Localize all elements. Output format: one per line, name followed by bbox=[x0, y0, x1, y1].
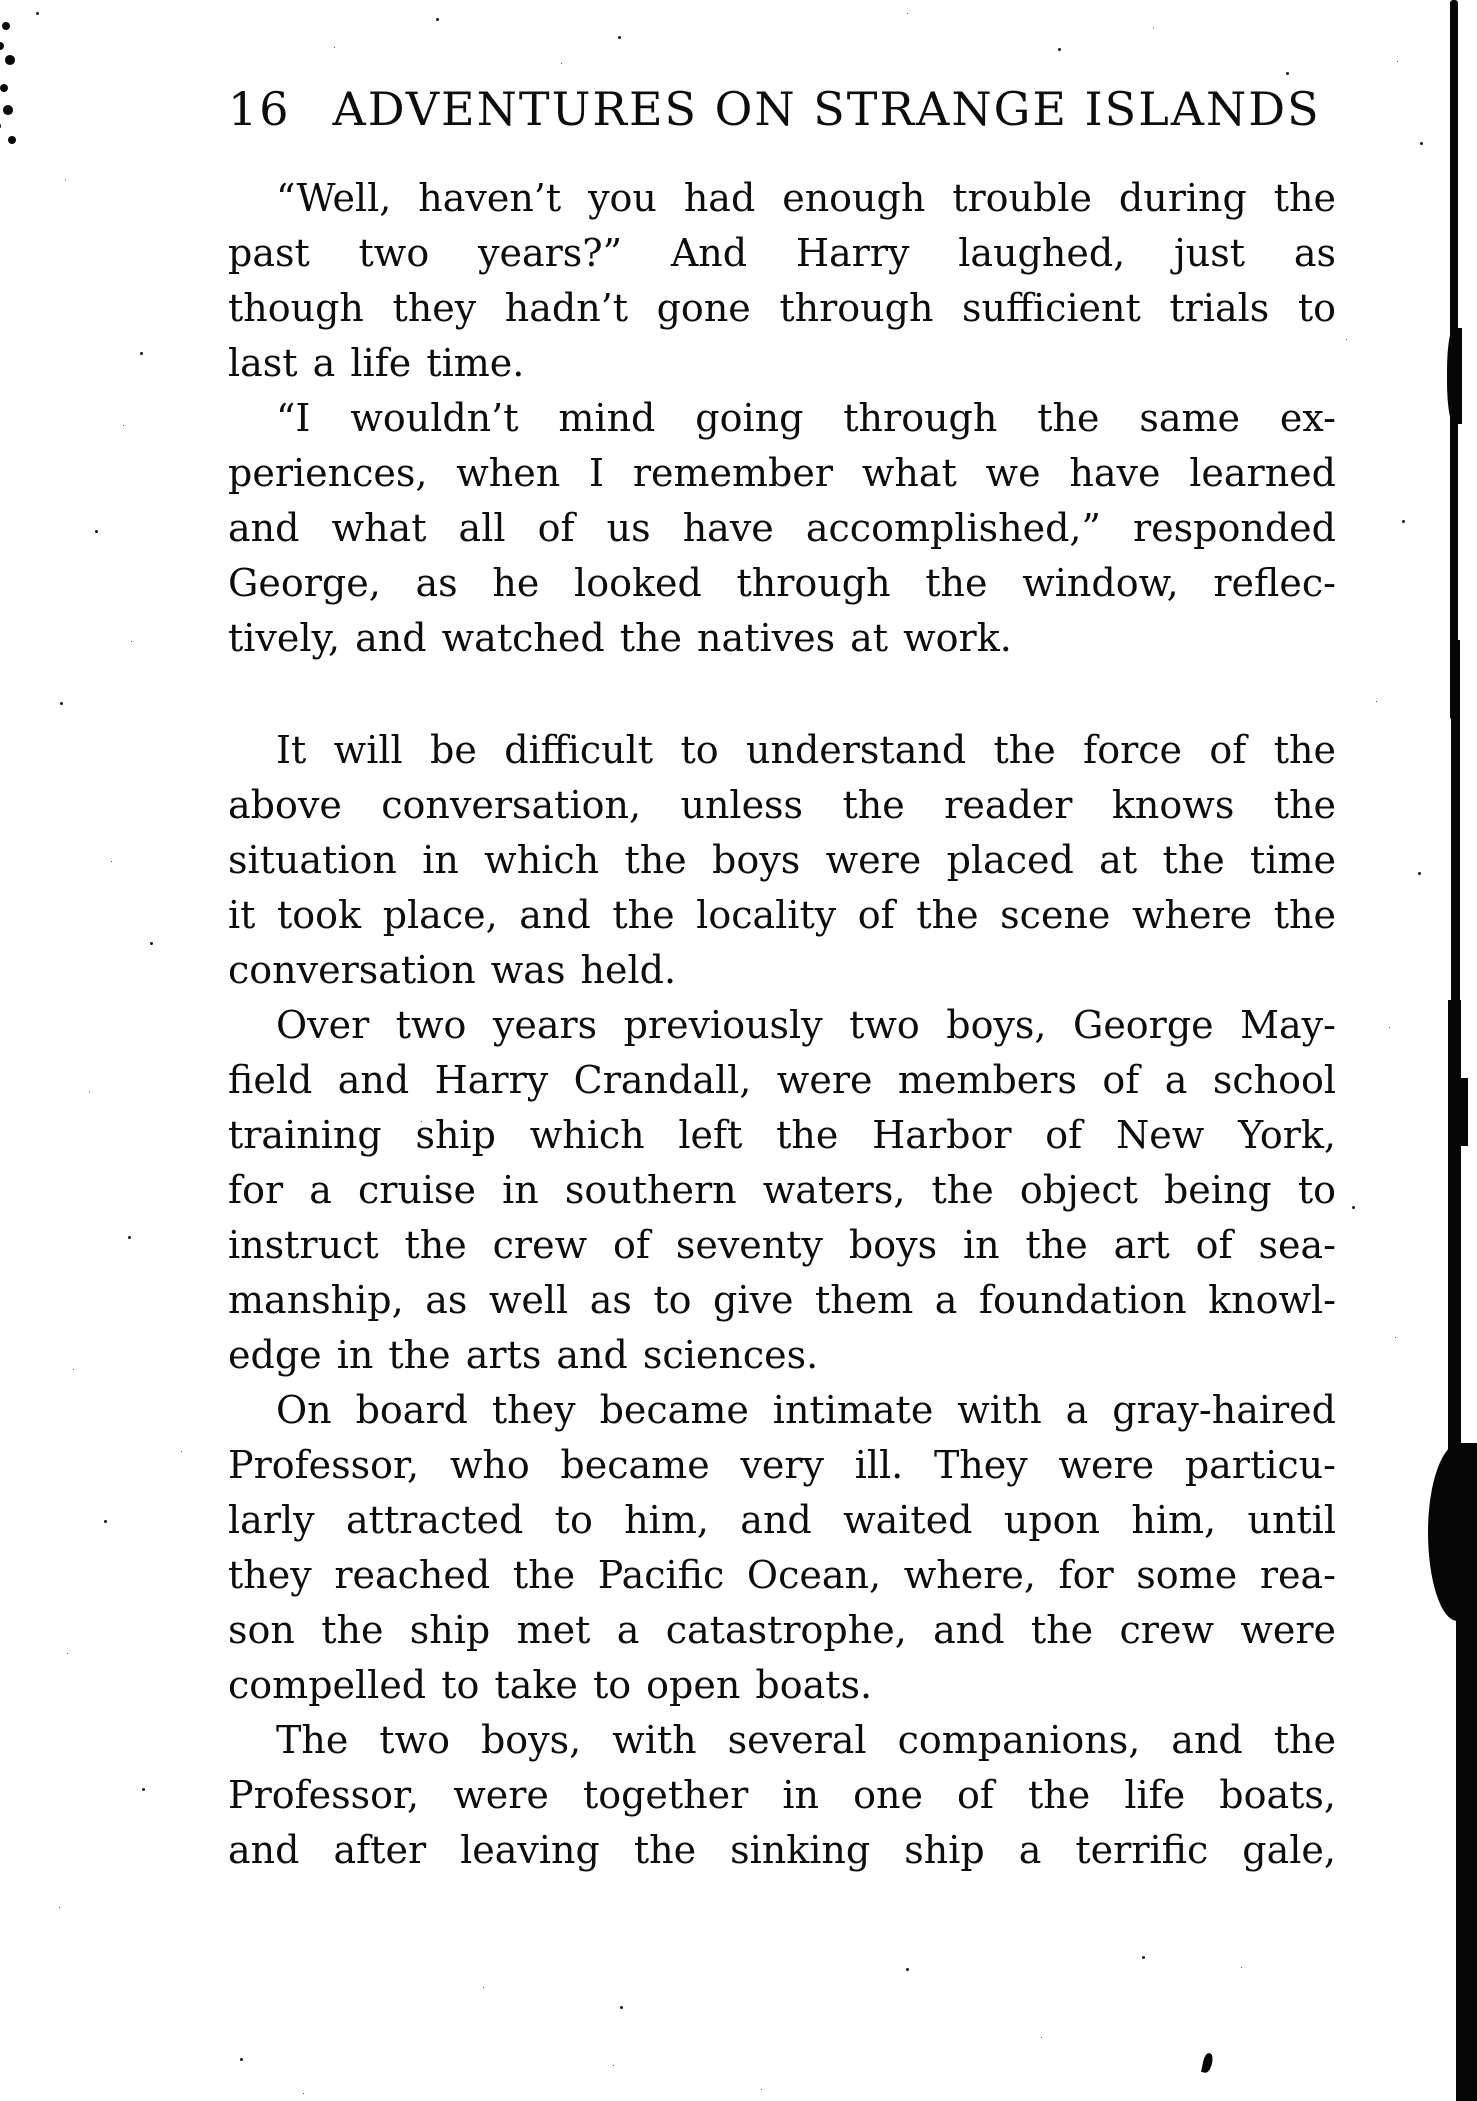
text-line: larly attracted to him, and waited upon him, until bbox=[228, 1498, 1336, 1542]
text-line: above conversation, unless the reader knows the bbox=[228, 783, 1336, 827]
text-line: training ship which left the Harbor of New York, bbox=[228, 1113, 1336, 1157]
text-line: “I wouldn’t mind going through the same ex- bbox=[276, 396, 1336, 440]
paragraph bbox=[228, 391, 1336, 666]
text-line: Professor, were together in one of the life boats, bbox=[228, 1773, 1336, 1817]
text-line: situation in which the boys were placed at the time bbox=[228, 838, 1336, 882]
paragraph bbox=[228, 1713, 1336, 1878]
text-line: Over two years previously two boys, George May- bbox=[276, 1003, 1336, 1047]
text-line: “Well, haven’t you had enough trouble during the bbox=[276, 176, 1336, 220]
text-line: The two boys, with several companions, and the bbox=[276, 1718, 1336, 1762]
text-line: tively, and watched the natives at work. bbox=[228, 616, 1012, 660]
binding-edge-bar bbox=[1456, 1556, 1477, 2101]
text-line: for a cruise in southern waters, the object being to bbox=[228, 1168, 1336, 1212]
page-header bbox=[228, 84, 1321, 134]
text-line: field and Harry Crandall, were members of a school bbox=[228, 1058, 1336, 1102]
text-line: On board they became intimate with a gray-haired bbox=[276, 1388, 1336, 1432]
text-line: instruct the crew of seventy boys in the art of sea- bbox=[228, 1223, 1336, 1267]
text-line: it took place, and the locality of the scene where the bbox=[228, 893, 1336, 937]
page-number: 16 bbox=[228, 82, 291, 136]
text-line: manship, as well as to give them a foundation knowl- bbox=[228, 1278, 1336, 1322]
text-line: compelled to take to open boats. bbox=[228, 1663, 873, 1707]
text-line: and what all of us have accomplished,” responded bbox=[228, 506, 1336, 550]
running-title: ADVENTURES ON STRANGE ISLANDS bbox=[332, 82, 1321, 136]
text-line: though they hadn’t gone through sufficient trials to bbox=[228, 286, 1336, 330]
paragraph bbox=[228, 723, 1336, 998]
paragraph bbox=[228, 998, 1336, 1383]
paragraph bbox=[228, 171, 1336, 391]
text-line: periences, when I remember what we have learned bbox=[228, 451, 1336, 495]
stray-ink-mark bbox=[1201, 2052, 1214, 2073]
text-line: they reached the Pacific Ocean, where, for some rea- bbox=[228, 1553, 1336, 1597]
text-line: last a life time. bbox=[228, 341, 525, 385]
ink-smudge bbox=[1447, 328, 1462, 424]
text-line: edge in the arts and sciences. bbox=[228, 1333, 819, 1377]
binding-edge-line bbox=[1451, 640, 1460, 1060]
ink-smudge bbox=[1449, 1078, 1468, 1146]
text-line: It will be difficult to understand the force of the bbox=[276, 728, 1336, 772]
text-line: past two years?” And Harry laughed, just as bbox=[228, 231, 1336, 275]
text-line: son the ship met a catastrophe, and the crew were bbox=[228, 1608, 1336, 1652]
paragraph bbox=[228, 1383, 1336, 1713]
binding-edge-line bbox=[1448, 1000, 1461, 1480]
text-line: and after leaving the sinking ship a terrific gale, bbox=[228, 1828, 1336, 1872]
text-line: conversation was held. bbox=[228, 948, 677, 992]
section-break bbox=[228, 666, 1336, 723]
text-line: Professor, who became very ill. They were particu- bbox=[228, 1443, 1336, 1487]
text-block bbox=[228, 171, 1336, 1878]
scan-speckles bbox=[0, 0, 3, 3]
text-line: George, as he looked through the window, reflec- bbox=[228, 561, 1336, 605]
